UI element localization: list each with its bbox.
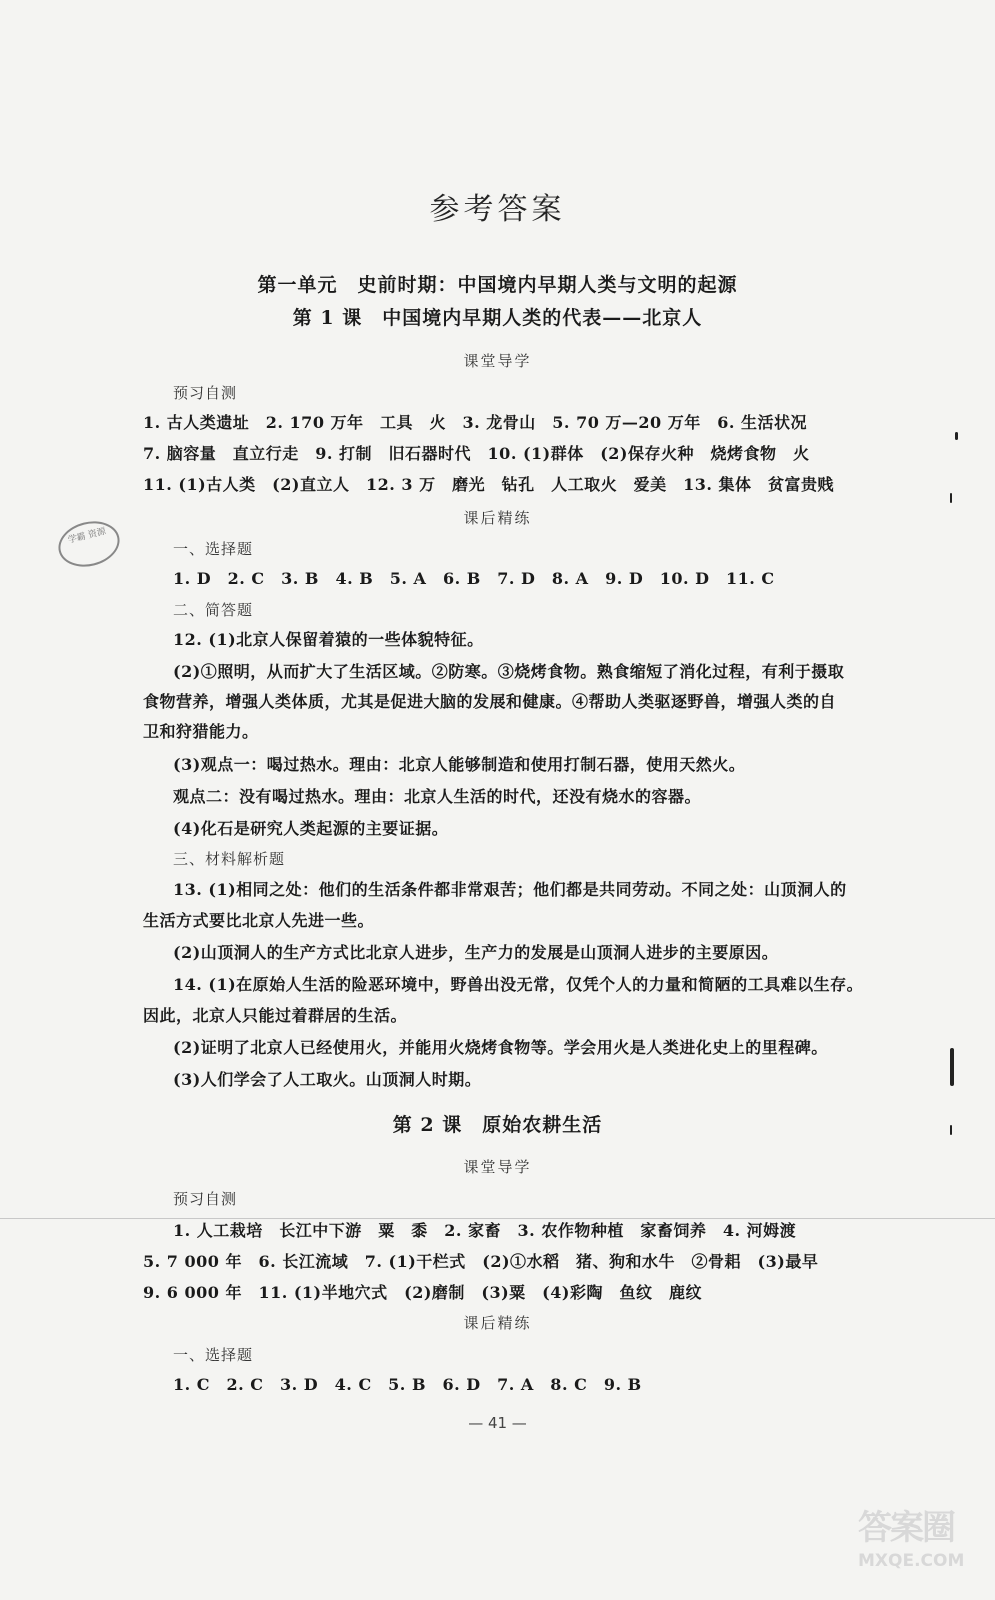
- lesson2-preview-line: 5. 7 000 年 6. 长江流域 7. (1)干栏式 (2)①水稻 猪、狗和水牛 ②骨耜 (3)最早: [143, 1252, 819, 1271]
- scan-mark: [950, 1125, 952, 1135]
- lesson1-short-line: (4)化石是研究人类起源的主要证据。: [173, 819, 449, 838]
- lesson1-short-line: (2)①照明，从而扩大了生活区域。②防寒。③烧烤食物。熟食缩短了消化过程，有利于摄取: [173, 662, 845, 681]
- lesson1-short-line: 观点二：没有喝过热水。理由：北京人生活的时代，还没有烧水的容器。: [173, 787, 702, 806]
- lesson1-choice-answers: 1. D 2. C 3. B 4. B 5. A 6. B 7. D 8. A 9. D 10. D 11. C: [173, 569, 775, 588]
- lesson2-choice-answers: 1. C 2. C 3. D 4. C 5. B 6. D 7. A 8. C 9. B: [173, 1375, 642, 1394]
- lesson1-short-line: 食物营养，增强人类体质，尤其是促进大脑的发展和健康。④帮助人类驱逐野兽，增强人类的自: [143, 692, 837, 711]
- page-number: — 41 —: [468, 1414, 527, 1432]
- lesson1-material-line: 13. (1)相同之处：他们的生活条件都非常艰苦；他们都是共同劳动。不同之处：山顶洞人的: [173, 880, 847, 899]
- lesson1-material-line: 因此，北京人只能过着群居的生活。: [143, 1006, 408, 1025]
- lesson2-choice-label: 一、选择题: [173, 1346, 254, 1364]
- watermark-logo-text: 答案圈: [858, 1508, 954, 1548]
- lesson1-preview-label: 预习自测: [173, 384, 238, 402]
- lesson2-heading: 第 2 课 原始农耕生活: [392, 1114, 603, 1136]
- lesson1-practice-section: 课后精练: [463, 509, 532, 527]
- lesson2-practice-section: 课后精练: [463, 1314, 532, 1332]
- lesson2-preview-line: 1. 人工栽培 长江中下游 粟 黍 2. 家畜 3. 农作物种植 家畜饲养 4. 河姆渡: [173, 1221, 797, 1240]
- page-title: 参考答案: [429, 192, 566, 227]
- lesson1-short-line: 卫和狩猎能力。: [143, 722, 259, 741]
- lesson1-short-line: (3)观点一：喝过热水。理由：北京人能够制造和使用打制石器，使用天然火。: [173, 755, 746, 774]
- lesson1-material-line: (2)证明了北京人已经使用火，并能用火烧烤食物等。学会用火是人类进化史上的里程碑。: [173, 1038, 828, 1057]
- lesson1-choice-label: 一、选择题: [173, 540, 254, 558]
- lesson2-class-section: 课堂导学: [463, 1158, 532, 1176]
- scan-mark: [950, 493, 952, 503]
- scan-mark: [950, 1048, 954, 1086]
- lesson2-preview-line: 9. 6 000 年 11. (1)半地穴式 (2)磨制 (3)粟 (4)彩陶 鱼纹 鹿纹: [143, 1283, 702, 1302]
- lesson1-material-line: (2)山顶洞人的生产方式比北京人进步，生产力的发展是山顶洞人进步的主要原因。: [173, 943, 779, 962]
- lesson1-preview-line: 11. (1)古人类 (2)直立人 12. 3 万 磨光 钻孔 人工取火 爱美 13. 集体 贫富贵贱: [143, 475, 834, 494]
- watermark-logo: [858, 1500, 978, 1590]
- scan-mark: [955, 432, 958, 440]
- lesson2-preview-label: 预习自测: [173, 1190, 238, 1208]
- lesson1-short-line: 12. (1)北京人保留着猿的一些体貌特征。: [173, 630, 484, 649]
- stamp-text: 学霸 资源: [66, 526, 108, 546]
- lesson1-preview-line: 7. 脑容量 直立行走 9. 打制 旧石器时代 10. (1)群体 (2)保存火种 烧烤食物 火: [143, 444, 810, 463]
- lesson1-class-section: 课堂导学: [463, 352, 532, 370]
- lesson1-material-line: 14. (1)在原始人生活的险恶环境中，野兽出没无常，仅凭个人的力量和简陋的工具难以生存。: [173, 975, 864, 994]
- lesson1-material-line: 生活方式要比北京人先进一些。: [143, 911, 375, 930]
- watermark-url: MXQE.COM: [858, 1551, 965, 1571]
- lesson1-material-line: (3)人们学会了人工取火。山顶洞人时期。: [173, 1070, 482, 1089]
- lesson1-short-label: 二、简答题: [173, 601, 254, 619]
- unit-heading: 第一单元 史前时期：中国境内早期人类与文明的起源: [257, 274, 738, 296]
- lesson1-material-label: 三、材料解析题: [173, 850, 286, 868]
- lesson1-heading: 第 1 课 中国境内早期人类的代表——北京人: [292, 307, 703, 329]
- lesson1-preview-line: 1. 古人类遗址 2. 170 万年 工具 火 3. 龙骨山 5. 70 万—20 万年 6. 生活状况: [143, 413, 808, 432]
